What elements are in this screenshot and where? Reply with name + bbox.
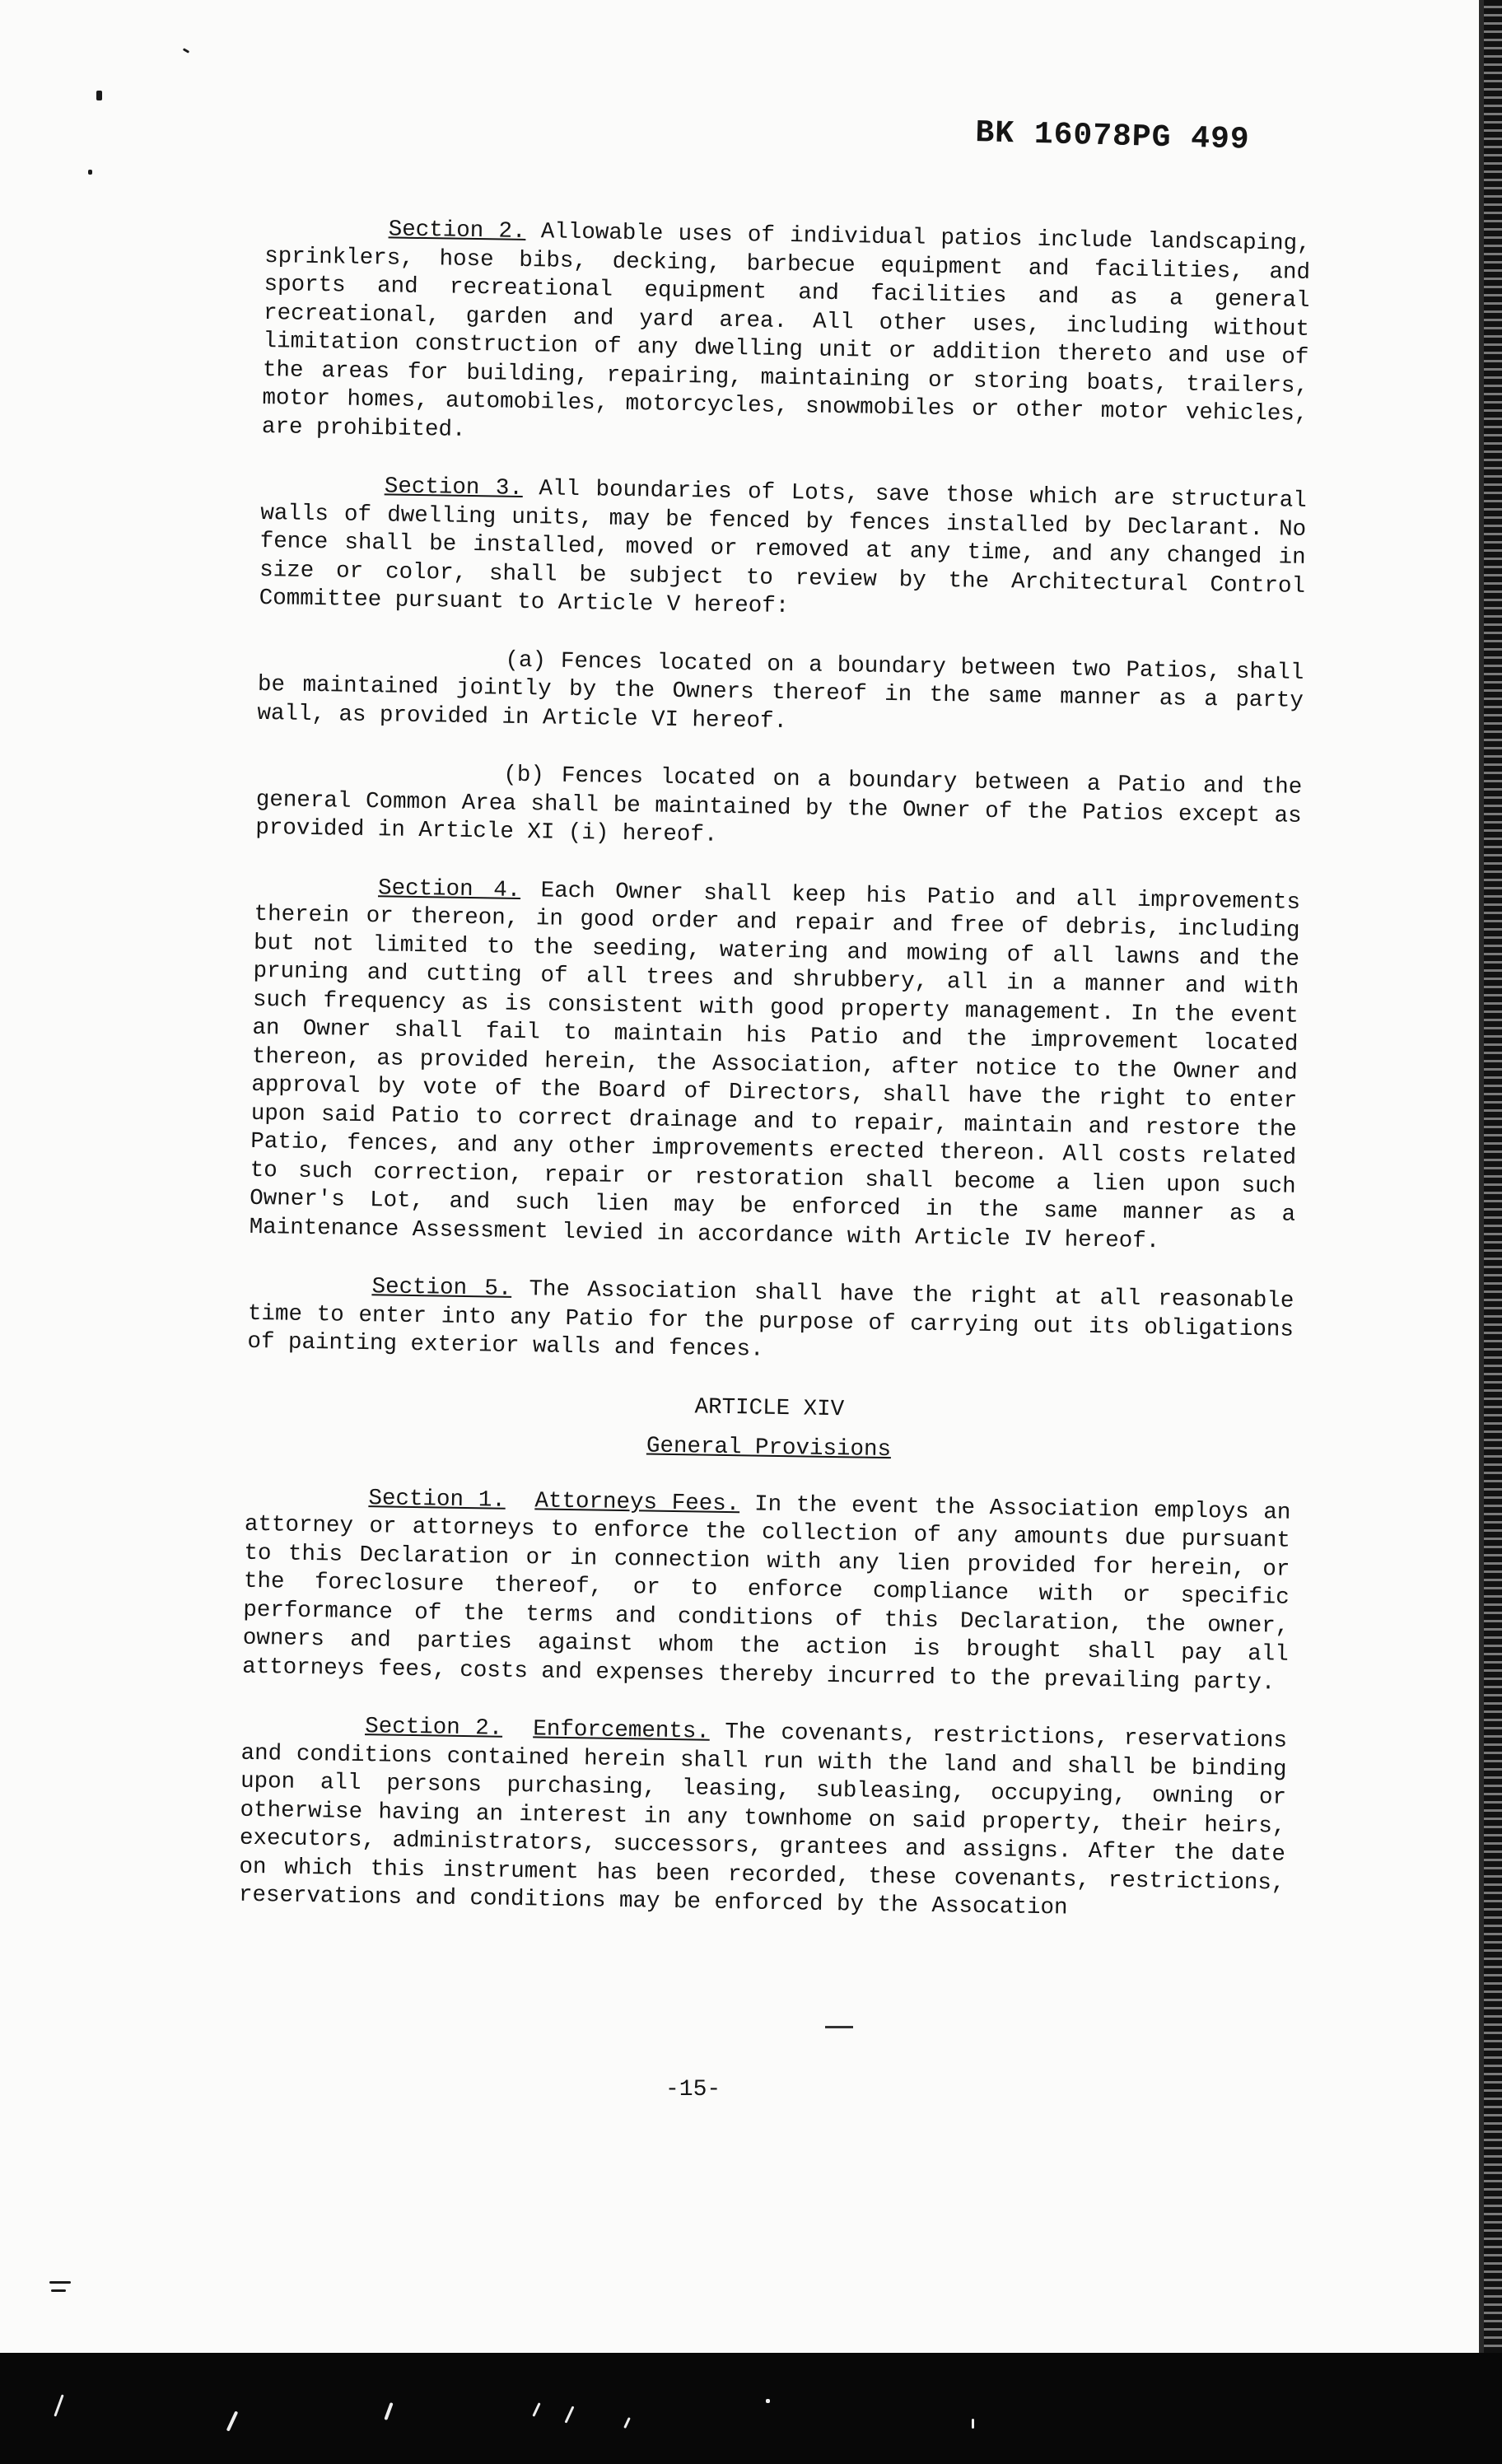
article-title: ARTICLE XIV xyxy=(694,1393,845,1422)
section-label: Section 2. xyxy=(388,217,526,245)
page-number: -15- xyxy=(665,2077,721,2102)
article-section-paragraph xyxy=(239,1711,1288,1926)
subsection-paragraph xyxy=(255,758,1302,859)
subsection-text: (a) Fences located on a boundary between two Patios, shall be maintained jointly by the Owners thereof in the same manner as a party wall, as provided in Article VI hereof. xyxy=(257,647,1304,735)
document-body xyxy=(238,214,1311,1956)
section-text: All boundaries of Lots, save those which are structural walls of dwelling units, may be fenced by fences installed by Declarant. No fence shall be installed, moved or removed at any time, and any changed in size or color, shall be subject to review by the Architectural Control Committee pursuant to Article V hereof: xyxy=(259,475,1307,620)
section-text: Allowable uses of individual patios include landscaping, sprinklers, hose bibs, decking, barbecue equipment and facilities, and sports and recreational equipment and facilities and as a general recreational, garden and yard area. All other uses, including without limitation construction of any dwelling unit or addition thereto and use of the areas for building, repairing, maintaining or storing boats, trailers, motor homes, automobiles, motorcycles, snowmobiles or other motor vehicles, are prohibited. xyxy=(261,218,1311,443)
scan-speck xyxy=(564,2406,574,2423)
scan-speck xyxy=(623,2417,631,2429)
scan-speck xyxy=(88,170,92,175)
section-caption: Enforcements. xyxy=(533,1716,711,1745)
scan-speck xyxy=(972,2419,974,2429)
subsection-paragraph xyxy=(257,642,1304,744)
scan-speck xyxy=(226,2410,239,2431)
article-subtitle: General Provisions xyxy=(646,1433,892,1463)
scan-edge xyxy=(1484,0,1502,2464)
scan-speck xyxy=(54,2394,63,2416)
section-paragraph xyxy=(249,872,1300,1258)
section-text: In the event the Association employs an attorney or attorneys to enforce the collection of any amounts due pursuant to this Declaration or in connection with any lien provided for herein, or the foreclosure thereof, or to enforce compliance with or specific performance of the terms and conditions of this Declaration, the owner, owners and parties against whom the action is brought shall pay all attorneys fees, costs and expenses thereby incurred to the prevailing party. xyxy=(242,1491,1291,1696)
scan-speck xyxy=(51,2289,66,2292)
scan-speck xyxy=(532,2402,540,2417)
article-section-paragraph xyxy=(242,1482,1291,1697)
section-label: Section 2. xyxy=(364,1714,503,1742)
scan-speck xyxy=(49,2281,71,2284)
scan-speck xyxy=(96,91,102,100)
section-label: Section 4. xyxy=(377,875,521,903)
subsection-text: (b) Fences located on a boundary between a Patio and the general Common Area shall be maintained by the Owner of the Patios except as provided in Article XI (i) hereof. xyxy=(255,762,1303,848)
section-text: The Association shall have the right at all reasonable time to enter into any Patio for the purpose of carrying out its obligations of painting exterior walls and fences. xyxy=(247,1276,1294,1363)
section-text: Each Owner shall keep his Patio and all improvements therein or thereon, in good order and repair and free of debris, including but not limited to the seeding, watering and mowing of all lawns and the pruning and cutting of all trees and shrubbery, all in a manner and with such frequency as is consistent with good property management. In the event an Owner shall fail to maintain his Patio and the improvement located thereon, as provided herein, the Association, after notice to the Owner and approval by vote of the Board of Directors, shall have the right to enter upon said Patio to correct drainage and to repair, maintain and restore the Patio, fences, and any other improvements erected thereon. All costs related to such correction, repair or restoration shall become a lien upon such Owner's Lot, and such lien may be enforced in the same manner as a Maintenance Assessment levied in accordance with Article IV hereof. xyxy=(249,877,1301,1254)
section-paragraph xyxy=(259,471,1307,629)
scan-dash xyxy=(825,2026,853,2028)
scan-speck xyxy=(183,48,189,54)
section-paragraph xyxy=(262,214,1311,458)
scan-speck xyxy=(384,2402,393,2420)
section-label: Section 5. xyxy=(371,1274,512,1302)
section-text: The covenants, restrictions, reservations and conditions contained herein shall run with the land and shall be binding upon all persons purchasing, leasing, subleasing, occupying, owning or otherwise having an interest in any townhome on said property, their heirs, executors, administrators, successors, grantees and assigns. After the date on which this instrument has been recorded, these covenants, restrictions, reservations and conditions may be enforced by the Assocation xyxy=(238,1719,1288,1921)
section-label: Section 3. xyxy=(384,474,524,502)
section-caption: Attorneys Fees. xyxy=(534,1487,740,1517)
section-paragraph xyxy=(247,1272,1294,1373)
scan-bottom-band xyxy=(0,2353,1502,2464)
book-page-reference: BK 16078PG 499 xyxy=(974,115,1251,158)
scan-speck xyxy=(766,2399,770,2403)
section-label: Section 1. xyxy=(368,1485,506,1514)
